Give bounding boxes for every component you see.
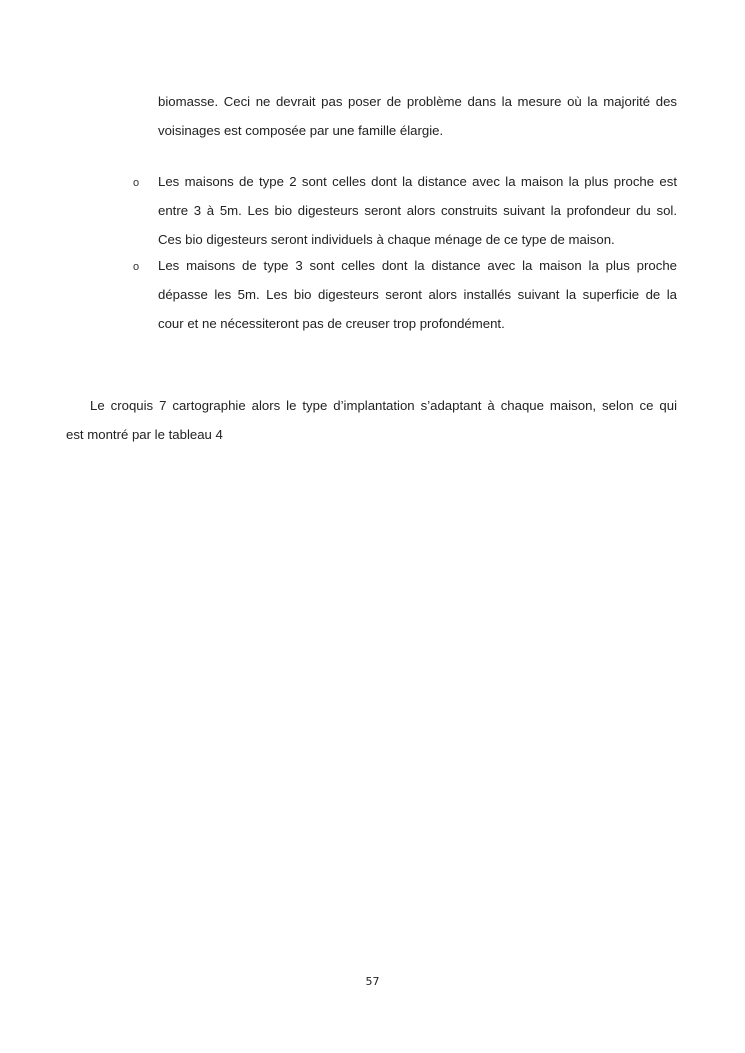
bullet-1-line-2: entre 3 à 5m. Les bio digesteurs seront alors construits suivant la profondeur du sol. [158, 203, 677, 218]
bullet-marker-2: o [133, 261, 140, 273]
bullet-1-line-1: Les maisons de type 2 sont celles dont la distance avec la maison la plus proche est [158, 174, 677, 189]
bullet-2-line-1: Les maisons de type 3 sont celles dont la distance avec la maison la plus proche [158, 258, 677, 273]
bullet-marker-1: o [133, 177, 140, 189]
continuation-line-1: biomasse. Ceci ne devrait pas poser de problème dans la mesure où la majorité des [158, 94, 677, 109]
page-number: 57 [365, 975, 380, 988]
bullet-2-line-3: cour et ne nécessiteront pas de creuser trop profondément. [158, 316, 505, 331]
paragraph-line-1: Le croquis 7 cartographie alors le type d’implantation s’adaptant à chaque maison, selon ce qui [90, 398, 677, 413]
bullet-2-line-2: dépasse les 5m. Les bio digesteurs seront alors installés suivant la superficie de la [158, 287, 677, 302]
bullet-1-line-3: Ces bio digesteurs seront individuels à chaque ménage de ce type de maison. [158, 232, 615, 247]
continuation-line-2: voisinages est composée par une famille élargie. [158, 123, 444, 138]
paragraph-line-2: est montré par le tableau 4 [66, 427, 223, 442]
